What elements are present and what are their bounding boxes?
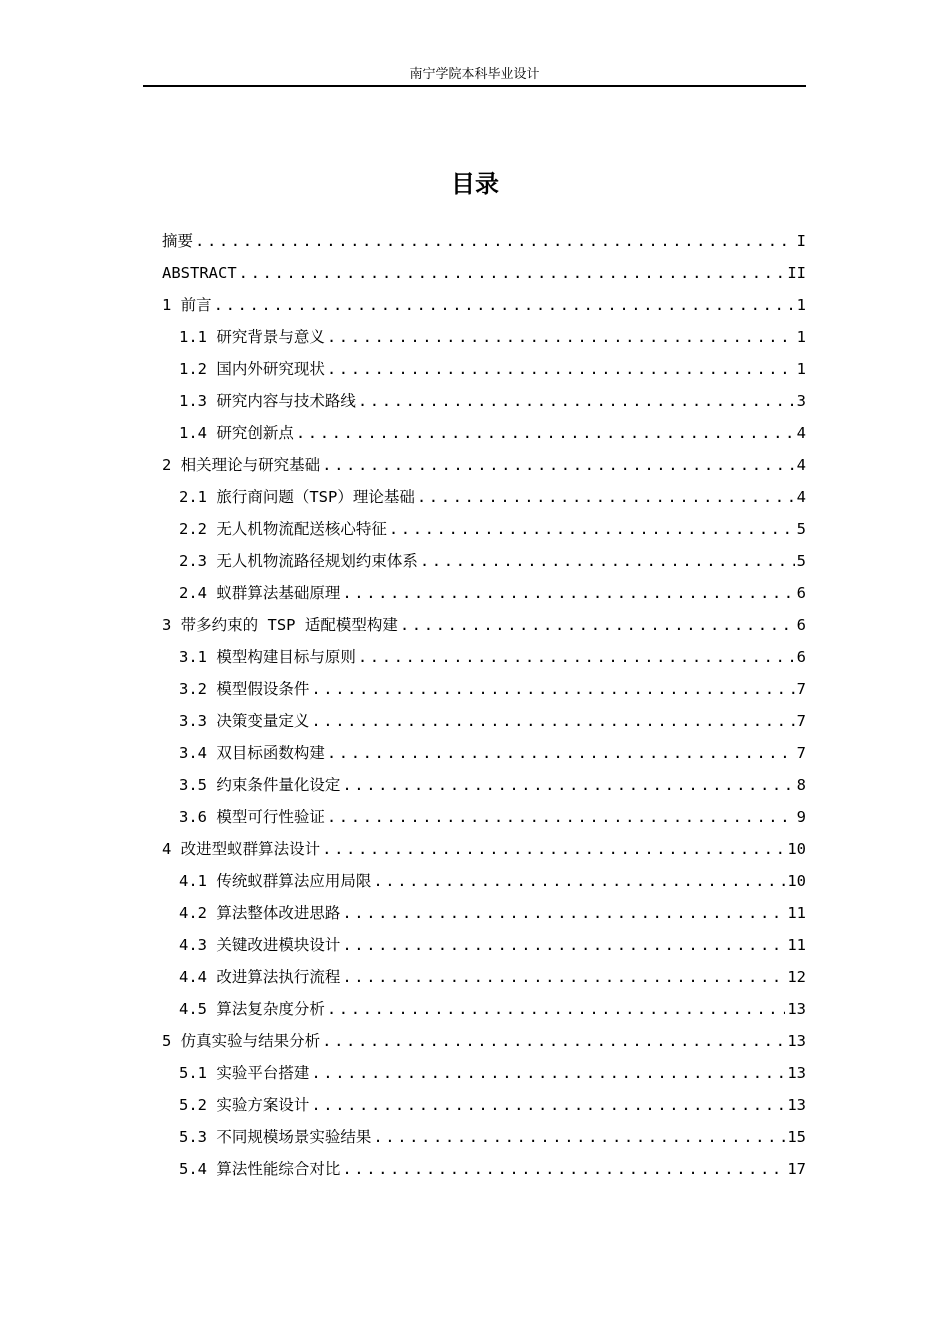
toc-dot-leader — [311, 705, 794, 737]
toc-entry-label: 3.1 模型构建目标与原则 — [179, 648, 356, 666]
toc-entry[interactable] — [162, 1057, 806, 1089]
toc-dot-leader — [214, 289, 795, 321]
toc-dot-leader — [327, 353, 795, 385]
toc-entry-label: 4.3 关键改进模块设计 — [179, 936, 341, 954]
toc-entry-page-number: I — [796, 232, 806, 250]
toc-entry-label: 2.1 旅行商问题（TSP）理论基础 — [179, 488, 415, 506]
toc-dot-leader — [373, 865, 785, 897]
toc-entry-page-number: 6 — [796, 616, 806, 634]
toc-entry-label: 2 相关理论与研究基础 — [162, 456, 321, 474]
toc-entry[interactable] — [162, 481, 806, 513]
toc-entry[interactable] — [162, 929, 806, 961]
toc-entry[interactable] — [162, 1025, 806, 1057]
toc-entry-label: 4.2 算法整体改进思路 — [179, 904, 341, 922]
toc-entry[interactable] — [162, 705, 806, 737]
toc-entry-label: 5 仿真实验与结果分析 — [162, 1032, 321, 1050]
toc-dot-leader — [342, 961, 785, 993]
toc-dot-leader — [327, 993, 786, 1025]
toc-dot-leader — [342, 577, 794, 609]
toc-dot-leader — [327, 737, 795, 769]
toc-entry[interactable] — [162, 769, 806, 801]
toc-entry-label: 3.6 模型可行性验证 — [179, 808, 325, 826]
toc-entry-page-number: 17 — [787, 1160, 806, 1178]
toc-dot-leader — [342, 929, 785, 961]
toc-entry[interactable] — [162, 897, 806, 929]
toc-entry-page-number: 7 — [796, 712, 806, 730]
toc-entry[interactable] — [162, 1089, 806, 1121]
toc-entry-label: 摘要 — [162, 232, 194, 250]
header-rule — [143, 85, 806, 87]
toc-entry[interactable] — [162, 993, 806, 1025]
toc-dot-leader — [322, 833, 785, 865]
toc-dot-leader — [195, 225, 795, 257]
toc-entry-label: 2.2 无人机物流配送核心特征 — [179, 520, 387, 538]
toc-dot-leader — [311, 1057, 785, 1089]
page-header: 南宁学院本科毕业设计 — [409, 67, 540, 82]
toc-entry-label: 5.4 算法性能综合对比 — [179, 1160, 341, 1178]
toc-dot-leader — [373, 1121, 785, 1153]
toc-dot-leader — [420, 545, 795, 577]
toc-entry-label: 1.1 研究背景与意义 — [179, 328, 325, 346]
toc-entry[interactable] — [162, 321, 806, 353]
toc-entry-label: 4.5 算法复杂度分析 — [179, 1000, 325, 1018]
toc-entry-page-number: 10 — [787, 872, 806, 890]
toc-entry-page-number: 7 — [796, 680, 806, 698]
toc-entry-page-number: 3 — [796, 392, 806, 410]
toc-entry-page-number: 5 — [796, 552, 806, 570]
toc-entry-page-number: 1 — [796, 328, 806, 346]
toc-entry[interactable] — [162, 417, 806, 449]
toc-entry-label: 5.3 不同规模场景实验结果 — [179, 1128, 372, 1146]
toc-entry-label: 4 改进型蚁群算法设计 — [162, 840, 321, 858]
toc-entry-label: 5.1 实验平台搭建 — [179, 1064, 310, 1082]
toc-entry-page-number: 4 — [796, 488, 806, 506]
toc-entry-page-number: 9 — [796, 808, 806, 826]
toc-entry-page-number: 6 — [796, 584, 806, 602]
toc-dot-leader — [296, 417, 795, 449]
toc-entry-label: 3.5 约束条件量化设定 — [179, 776, 341, 794]
toc-entry[interactable] — [162, 353, 806, 385]
toc-entry-page-number: 1 — [796, 296, 806, 314]
toc-entry-page-number: 11 — [787, 904, 806, 922]
toc-entry-page-number: 13 — [787, 1064, 806, 1082]
toc-entry-label: 3.4 双目标函数构建 — [179, 744, 325, 762]
toc-title: 目录 — [451, 170, 499, 198]
toc-entry-page-number: 13 — [787, 1000, 806, 1018]
toc-entry[interactable] — [162, 257, 806, 289]
toc-dot-leader — [311, 673, 794, 705]
toc-entry-page-number: 11 — [787, 936, 806, 954]
toc-dot-leader — [311, 1089, 785, 1121]
toc-entry-page-number: 5 — [796, 520, 806, 538]
toc-entry[interactable] — [162, 641, 806, 673]
toc-dot-leader — [342, 897, 785, 929]
toc-entry[interactable] — [162, 865, 806, 897]
toc-entry-label: 2.3 无人机物流路径规划约束体系 — [179, 552, 418, 570]
toc-entry[interactable] — [162, 737, 806, 769]
toc-entry-label: 1.2 国内外研究现状 — [179, 360, 325, 378]
toc-entry-label: 1 前言 — [162, 296, 212, 314]
toc-entry-label: 3.3 决策变量定义 — [179, 712, 310, 730]
toc-dot-leader — [327, 321, 795, 353]
toc-dot-leader — [327, 801, 795, 833]
toc-entry-label: 5.2 实验方案设计 — [179, 1096, 310, 1114]
toc-entry-page-number: 4 — [796, 456, 806, 474]
toc-entry-label: 1.4 研究创新点 — [179, 424, 294, 442]
toc-entry[interactable] — [162, 801, 806, 833]
toc-entry[interactable] — [162, 833, 806, 865]
toc-entry-page-number: 12 — [787, 968, 806, 986]
toc-entry[interactable] — [162, 545, 806, 577]
toc-entry-label: 3 带多约束的 TSP 适配模型构建 — [162, 616, 398, 634]
toc-entry-page-number: 10 — [787, 840, 806, 858]
toc-entry-page-number: 7 — [796, 744, 806, 762]
toc-entry-label: 4.4 改进算法执行流程 — [179, 968, 341, 986]
toc-dot-leader — [239, 257, 786, 289]
toc-entry[interactable] — [162, 1121, 806, 1153]
toc-entry-page-number: 13 — [787, 1096, 806, 1114]
toc-dot-leader — [322, 449, 794, 481]
toc-entry-page-number: 1 — [796, 360, 806, 378]
toc-entry-page-number: 4 — [796, 424, 806, 442]
toc-entry[interactable] — [162, 609, 806, 641]
toc-entry[interactable] — [162, 673, 806, 705]
toc-entry[interactable] — [162, 225, 806, 257]
toc-dot-leader — [322, 1025, 785, 1057]
toc-entry[interactable] — [162, 1153, 806, 1185]
toc-entry[interactable] — [162, 577, 806, 609]
toc-entry[interactable] — [162, 289, 806, 321]
toc-entry-label: 2.4 蚁群算法基础原理 — [179, 584, 341, 602]
toc-entry-page-number: 6 — [796, 648, 806, 666]
toc-entry[interactable] — [162, 385, 806, 417]
toc-dot-leader — [358, 385, 795, 417]
toc-dot-leader — [400, 609, 795, 641]
toc-dot-leader — [417, 481, 795, 513]
toc-entry-page-number: II — [787, 264, 806, 282]
toc-entry[interactable] — [162, 449, 806, 481]
toc-entry-page-number: 15 — [787, 1128, 806, 1146]
table-of-contents — [162, 225, 806, 1185]
toc-entry-page-number: 13 — [787, 1032, 806, 1050]
toc-entry-label: ABSTRACT — [162, 264, 237, 282]
toc-dot-leader — [389, 513, 795, 545]
toc-entry[interactable] — [162, 961, 806, 993]
toc-dot-leader — [342, 769, 794, 801]
toc-dot-leader — [342, 1153, 785, 1185]
toc-dot-leader — [358, 641, 795, 673]
toc-entry-label: 1.3 研究内容与技术路线 — [179, 392, 356, 410]
toc-entry-label: 3.2 模型假设条件 — [179, 680, 310, 698]
toc-entry-page-number: 8 — [796, 776, 806, 794]
toc-entry[interactable] — [162, 513, 806, 545]
toc-entry-label: 4.1 传统蚁群算法应用局限 — [179, 872, 372, 890]
